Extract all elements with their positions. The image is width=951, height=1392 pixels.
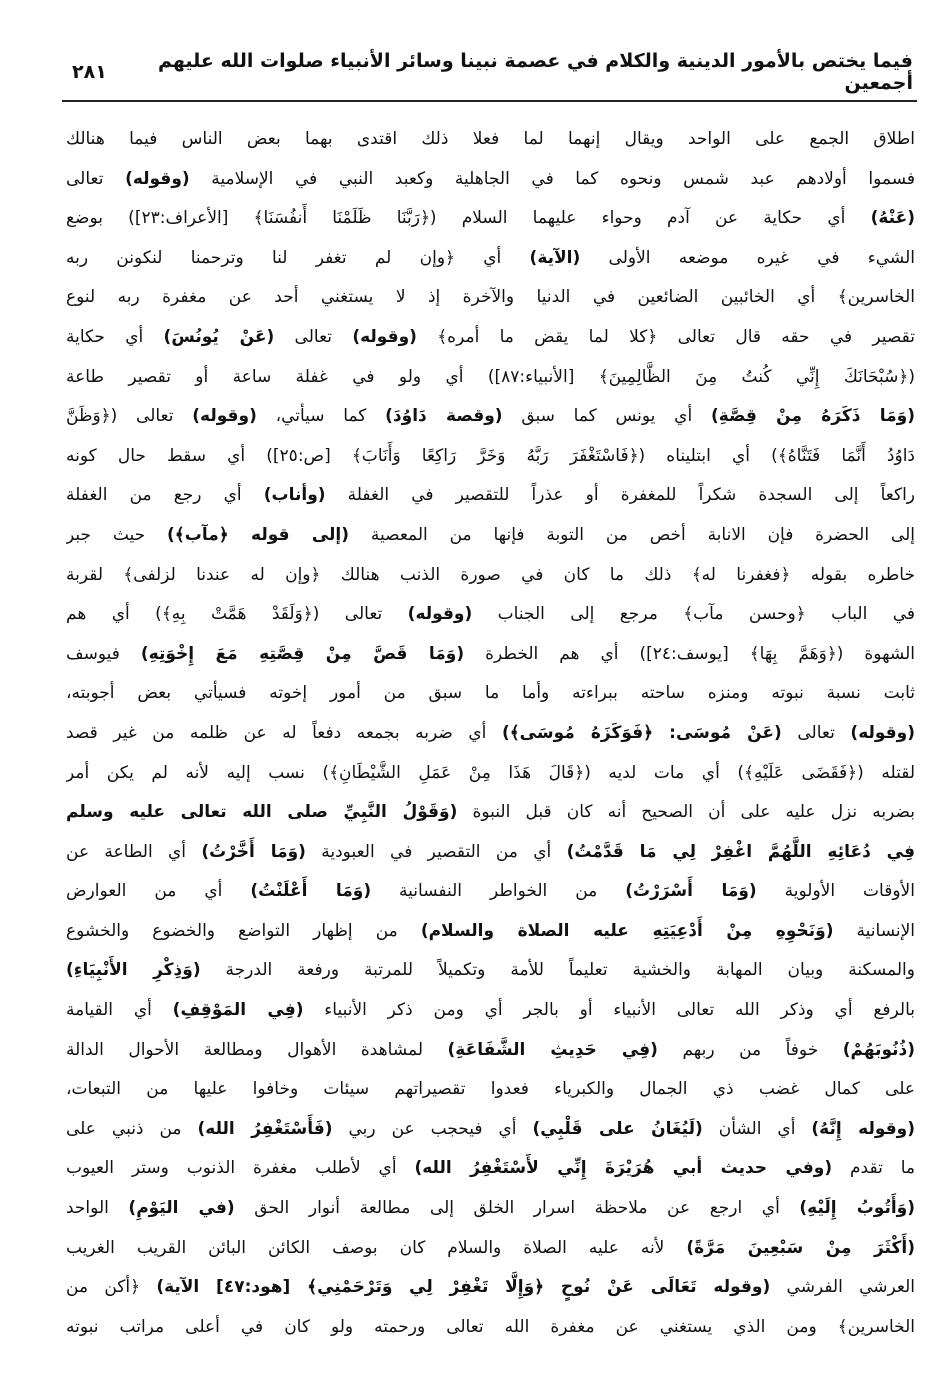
bold-text-segment: (وقوله) bbox=[125, 168, 190, 189]
text-segment: والمسكنة وبيان المهابة والخشية تعليماً للأمة وتكميلاً للمرتبة ورفعة الدرجة bbox=[200, 960, 915, 981]
text-segment: الشهوة (﴿وَهَمَّ بِهَا﴾ [يوسف:٢٤]) أي هم الخطرة bbox=[464, 643, 915, 664]
bold-text-segment: (وقصة دَاوُدَ) bbox=[385, 406, 503, 427]
bold-text-segment: (فِي المَوْقِفِ) bbox=[172, 1000, 304, 1021]
bold-text-segment: (لَيُغَانُ على قَلْبِي) bbox=[532, 1118, 703, 1139]
bold-text-segment: (وَذِكْرِ الأَنْبِيَاءِ) bbox=[66, 960, 201, 981]
text-line bbox=[66, 595, 915, 635]
text-segment: راكعاً إلى السجدة شكراً للمغفرة أو عذراً للتقصير في الغفلة bbox=[325, 485, 915, 506]
text-segment: تعالى bbox=[781, 722, 851, 743]
text-line bbox=[66, 1308, 915, 1348]
text-segment: لمشاهدة الأهوال ومطالعة الأحوال الدالة bbox=[66, 1039, 448, 1060]
text-line bbox=[66, 437, 915, 477]
text-segment: أي الطاعة عن bbox=[66, 841, 202, 862]
text-line bbox=[66, 951, 915, 991]
text-segment: ثابت نسبة نبوته ومنزه ساحته ببراءته وأما ما سبق من أمور إخوته فسيأتي بعض أجوبته، bbox=[66, 683, 915, 704]
text-line bbox=[66, 872, 915, 912]
bold-text-segment: (الآية) bbox=[529, 247, 581, 268]
text-segment: تقصير في حقه قال تعالى ﴿كلا لما يقض ما أمره﴾ bbox=[416, 326, 915, 347]
text-segment: في الباب ﴿وحسن مآب﴾ مرجع إلى الجناب bbox=[472, 604, 915, 625]
text-segment: حيث جبر bbox=[66, 524, 167, 545]
text-segment: من إظهار التواضع والخضوع والخشوع bbox=[66, 920, 421, 941]
bold-text-segment: (أَكْثَرَ مِنْ سَبْعِينَ مَرَّةً) bbox=[686, 1237, 915, 1258]
text-segment: أي القيامة bbox=[66, 1000, 173, 1021]
text-line bbox=[66, 358, 915, 398]
text-segment: أي لأطلب مغفرة الذنوب وستر العيوب bbox=[66, 1158, 415, 1179]
text-segment: إلى الحضرة فإن الانابة أخص من التوبة فإنها من المعصية bbox=[349, 524, 915, 545]
text-segment: أي ارجع عن ملاحظة اسرار الخلق إلى مطالعة أنوار الحق bbox=[234, 1198, 800, 1219]
text-segment: أي يونس كما سبق bbox=[502, 406, 711, 427]
text-segment: ما تقدم bbox=[832, 1158, 915, 1179]
text-segment: تعالى (﴿وَلَقَدْ هَمَّتْ بِهِ﴾) أي هم bbox=[66, 604, 408, 625]
text-segment: أي من التقصير في العبودية bbox=[305, 841, 567, 862]
bold-text-segment: (وَمَا أَسْرَرْتُ) bbox=[625, 881, 757, 902]
text-segment: أي ﴿وإن لم تغفر لنا وترحمنا لنكونن ربه bbox=[66, 247, 530, 268]
text-line bbox=[66, 912, 915, 952]
text-line bbox=[66, 1031, 915, 1071]
text-line bbox=[66, 120, 915, 160]
text-segment: دَاوُدُ أَنَّمَا فَتَنَّاهُ﴾) أي ابتليناه (﴿فَاسْتَغْفَرَ رَبَّهُ وَخَرَّ رَاكِعًا وَأَنَابَ﴾ [ص:٢٥]) أي سقط حال كونه bbox=[66, 445, 915, 466]
bold-text-segment: (في اليَوْمِ) bbox=[128, 1198, 235, 1219]
text-line bbox=[66, 199, 915, 239]
text-segment: ﴿أكن من bbox=[66, 1277, 157, 1298]
bold-text-segment: (وقوله) bbox=[352, 326, 417, 347]
bold-text-segment: (وقوله تَعَالَى عَنْ نُوحٍ ﴿وَإِلَّا تَغْفِرْ لِي وَتَرْحَمْنِي﴾ [هود:٤٧] الآية) bbox=[156, 1277, 771, 1298]
page-number: ٢٨١ bbox=[72, 61, 107, 83]
bold-text-segment: (عَنْ مُوسَى: ﴿فَوَكَزَهُ مُوسَى﴾) bbox=[501, 722, 782, 743]
text-segment: تعالى bbox=[66, 168, 126, 189]
text-segment: خوفاً من ربهم bbox=[657, 1039, 843, 1060]
text-segment: الشيء في غيره موضعه الأولى bbox=[580, 247, 915, 268]
text-line bbox=[66, 397, 915, 437]
bold-text-segment: (إلى قوله ﴿مآب﴾) bbox=[167, 524, 350, 545]
text-segment: أي حكاية عن آدم وحواء عليهما السلام (﴿رَبَّنَا ظَلَمْنَا أَنفُسَنَا﴾ [الأعراف:٢٣]) بوضع bbox=[66, 208, 871, 229]
text-segment: فيوسف bbox=[66, 643, 141, 664]
running-title: فيما يختص بالأمور الدينية والكلام في عصمة نبينا وسائر الأنبياء صلوات الله عليهم أجمعين bbox=[157, 50, 913, 94]
bold-text-segment: (وَنَحْوِهِ مِنْ أَدْعِيَتِهِ عليه الصلاة والسلام) bbox=[420, 920, 834, 941]
text-segment: بالرفع أي وذكر الله تعالى الأنبياء أو بالجر أي ومن ذكر الأنبياء bbox=[303, 1000, 915, 1021]
bold-text-segment: (فِي حَدِيثِ الشَّفَاعَةِ) bbox=[447, 1039, 658, 1060]
text-segment: أي من العوارض bbox=[66, 881, 251, 902]
text-segment: أي ضربه بجمعه دفعاً له عن ظلمه من غير قصد bbox=[66, 722, 502, 743]
text-segment: أي رجع من الغفلة bbox=[66, 485, 264, 506]
text-line bbox=[66, 476, 915, 516]
bold-text-segment: (وَمَا قَصَّ مِنْ قِصَّتِهِ مَعَ إِخْوَتِهِ) bbox=[140, 643, 465, 664]
bold-text-segment: (وَمَا أَخَّرْتُ) bbox=[201, 841, 306, 862]
text-segment: الواحد bbox=[66, 1198, 129, 1219]
text-segment: كما سيأتي، bbox=[256, 406, 386, 427]
text-line bbox=[66, 714, 915, 754]
text-segment: من ذنبي على bbox=[66, 1118, 198, 1139]
header-divider bbox=[62, 100, 917, 102]
bold-text-segment: (وقوله) bbox=[850, 722, 915, 743]
text-segment: الخاسرين﴾ ومن الذي يستغني عن مغفرة الله تعالى ورحمته ولو كان في أعلى مراتب نبوته bbox=[66, 1316, 915, 1337]
bold-text-segment: فِي دُعَائِهِ اللَّهُمَّ اغْفِرْ لِي مَا قَدَّمْتُ) bbox=[566, 841, 915, 862]
bold-text-segment: (وَقَوْلُ النَّبِيِّ صلى الله تعالى عليه وسلم bbox=[66, 802, 458, 823]
bold-text-segment: (وقوله) bbox=[407, 604, 473, 625]
bold-text-segment: (ذُنُوبَهُمْ) bbox=[842, 1039, 915, 1060]
text-line bbox=[66, 1229, 915, 1269]
text-line bbox=[66, 793, 915, 833]
text-line bbox=[66, 318, 915, 358]
text-segment: من الخواطر النفسانية bbox=[371, 881, 626, 902]
bold-text-segment: (عَنْهُ) bbox=[870, 208, 915, 229]
text-line bbox=[66, 239, 915, 279]
text-line bbox=[66, 556, 915, 596]
text-segment: أي فيحجب عن ربي bbox=[332, 1118, 533, 1139]
text-segment: على كمال غضب ذي الجمال والكبرياء فعدوا تقصيراتهم سيئات وخافوا عليها من التبعات، bbox=[66, 1079, 915, 1100]
text-line bbox=[66, 1189, 915, 1229]
bold-text-segment: (وَمَا أَعْلَنْتُ) bbox=[250, 881, 372, 902]
text-line bbox=[66, 635, 915, 675]
text-segment: أي الشأن bbox=[702, 1118, 812, 1139]
text-line bbox=[66, 991, 915, 1031]
bold-text-segment: (وأناب) bbox=[263, 485, 326, 506]
text-line bbox=[66, 516, 915, 556]
bold-text-segment: (وفي حديث أبي هُرَيْرَةَ إِنِّي لأَسْتَغْفِرُ الله) bbox=[414, 1158, 833, 1179]
text-segment: العرشي الفرشي bbox=[770, 1277, 915, 1298]
text-line bbox=[66, 1268, 915, 1308]
text-segment: بضربه نزل عليه على أن الصحيح أنه كان قبل النبوة bbox=[457, 802, 915, 823]
page-body bbox=[66, 120, 915, 1347]
text-line bbox=[66, 754, 915, 794]
bold-text-segment: (وَمَا ذَكَرَهُ مِنْ قِصَّةِ) bbox=[710, 406, 915, 427]
text-line bbox=[66, 1070, 915, 1110]
bold-text-segment: (وَأَتُوبُ إِلَيْهِ) bbox=[799, 1198, 915, 1219]
text-line bbox=[66, 278, 915, 318]
text-line bbox=[66, 1110, 915, 1150]
text-segment: تعالى (﴿وَظَنَّ bbox=[66, 406, 193, 427]
text-segment: تعالى bbox=[274, 326, 353, 347]
text-line bbox=[66, 160, 915, 200]
text-segment: فسموا أولادهم عبد شمس ونحوه كما في الجاهلية وكعبد النبي في الإسلامية bbox=[189, 168, 915, 189]
bold-text-segment: (وقوله) bbox=[192, 406, 257, 427]
text-segment: الإنسانية bbox=[833, 920, 915, 941]
bold-text-segment: (وقوله إِنَّهُ) bbox=[811, 1118, 915, 1139]
text-segment: لقتله (﴿فَقَضَى عَلَيْهِ﴾) أي مات لديه (﴿قَالَ هَذَا مِنْ عَمَلِ الشَّيْطَانِ﴾) نسب إليه لأنه لم يكن أمر bbox=[66, 762, 915, 783]
text-line bbox=[66, 833, 915, 873]
text-segment: أي حكاية bbox=[66, 326, 164, 347]
text-segment: (﴿سُبْحَانَكَ إِنِّي كُنتُ مِنَ الظَّالِمِينَ﴾ [الأنبياء:٨٧]) أي ولو في غفلة ساعة أو تقصير طاعة bbox=[66, 366, 915, 387]
bold-text-segment: (عَنْ يُونُسَ) bbox=[163, 326, 275, 347]
text-line bbox=[66, 674, 915, 714]
text-segment: خاطره بقوله ﴿فغفرنا له﴾ ذلك ما كان في صورة الذنب هنالك ﴿وإن له عندنا لزلفى﴾ لقربة bbox=[66, 564, 915, 585]
text-line bbox=[66, 1149, 915, 1189]
text-segment: اطلاق الجمع على الواحد ويقال إنهما لما فعلا ذلك اقتدى بهما بعض الناس فيما هنالك bbox=[66, 129, 915, 149]
text-segment: الخاسرين﴾ أي الخائبين الضائعين في الدنيا والآخرة إذ لا يستغني أحد عن مغفرة ربه لنوع bbox=[66, 287, 915, 308]
text-segment: الأوقات الأولوية bbox=[756, 881, 915, 902]
bold-text-segment: (فَأَسْتَغْفِرُ الله) bbox=[197, 1118, 333, 1139]
running-header bbox=[66, 52, 913, 92]
text-segment: لأنه عليه الصلاة والسلام كان بوصف الكائن البائن القريب الغريب bbox=[66, 1237, 687, 1258]
